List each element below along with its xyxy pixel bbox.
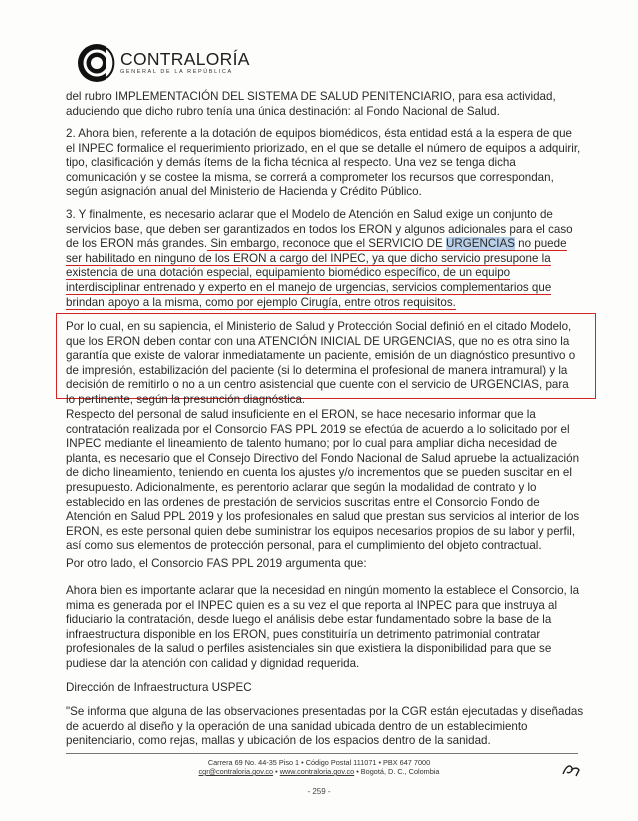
text-line: Ahora bien es importante aclarar que la necesidad en ningún momento la establece el Consorcio, la: [66, 584, 580, 597]
text-line: decisión de remitirlo o no a un centro asistencial que cuente con el servicio de URGENCIAS, para: [66, 378, 569, 392]
text-line: [66, 266, 578, 281]
paragraph-personal-salud: [66, 408, 578, 554]
text-line: según asignación anual del Ministerio de Hacienda y Crédito Público.: [66, 185, 422, 199]
text-line: Dirección de Infraestructura USPEC: [66, 681, 252, 694]
text-line: fiduciario la contratación, desde luego el análisis debe estar fundamentado sobre la base de la: [66, 613, 552, 627]
text-line: comunicación y se costee la misma, se correrá a comprometer los recursos que correspondan,: [66, 170, 554, 184]
text-line: Respecto del personal de salud insuficiente en el ERON, se hace necesario informar que la: [66, 408, 536, 421]
text-line: lo pertinente, según la presunción diagnóstica.: [66, 392, 306, 406]
underlined-text: interdisciplinar entrenado y experto en el manejo de urgencias, servicios complementarios que: [66, 280, 552, 294]
paragraph-uspec-quote: [66, 705, 584, 749]
footer-divider: [66, 753, 578, 754]
highlighted-urgencias: URGENCIAS: [446, 237, 515, 251]
paragraph-consorcio-argumento: [66, 584, 578, 672]
text-line: planta, es necesario que el Consejo Directivo del Fondo Nacional de Salud apruebe la actualización: [66, 451, 580, 465]
text-line: [66, 252, 578, 267]
underlined-segment: Sin embargo, reconoce que el SERVICIO DE: [207, 237, 446, 251]
text-line: infraestructura disponible en los ERON, pues constituiría un detrimento patrimonial contratar: [66, 627, 541, 641]
text-line: Atención en Salud PPL 2019 y los profesionales en salud que prestan sus servicios al interior de los: [66, 510, 580, 524]
footer-contact: [0, 767, 638, 776]
text-line: de impresión, estabilización del paciente (si lo determina el profesional de manera intramural) y la: [66, 363, 568, 377]
text-line: mima es generada por el INPEC quien es a su vez el que reporta al INPEC para que instruya al: [66, 598, 558, 612]
logo-subtitle: GENERAL DE LA REPÚBLICA: [120, 69, 233, 75]
footer-address: Carrera 69 No. 44-35 Piso 1 • Código Postal 111071 • PBX 647 7000: [207, 758, 431, 767]
text-line: servicios base, que deben ser garantizados en todos los ERON y algunos adicionales para el caso: [66, 222, 573, 236]
text-line: penitenciario, como rejas, mallas y ubicación de los espacios dentro de la sanidad.: [66, 734, 491, 748]
text-line: así como sus elementos de protección personal, para el cumplimiento del objeto contractual.: [66, 539, 542, 553]
text-line: contratación realizada por el Consorcio FAS PPL 2019 se efectúa de acuerdo a lo solicitado por el: [66, 422, 570, 436]
underlined-text: brindan apoyo a la misma, como por ejemplo Cirugía, entre otros requisitos.: [66, 295, 456, 309]
underlined-segment: no puede: [514, 237, 567, 251]
text-line: de dicho lineamiento, teniendo en cuenta los ajustes y/o incrementos que se pueden suscitar en el: [66, 466, 572, 480]
text-line: presupuesto. Adicionalmente, es perentorio aclarar que según la modalidad de contrato y lo: [66, 480, 537, 494]
text-line: del rubro IMPLEMENTACIÓN DEL SISTEMA DE SALUD PENITENCIARIO, para esa actividad,: [66, 90, 556, 103]
footer-email-link[interactable]: cgr@contraloria.gov.co: [198, 767, 274, 776]
logo-name: CONTRALORÍA: [120, 48, 250, 69]
underlined-text: [207, 237, 566, 251]
text-line: [66, 296, 578, 311]
section-heading-infraestructura: [66, 681, 578, 696]
footer-separator: •: [273, 767, 280, 776]
text-line: garantía que existe de valorar inmediatamente un paciente, emisión de un diagnóstico presuntivo o: [66, 349, 576, 363]
text-line: INPEC mediante el lineamiento de talento humano; por lo cual para ampliar dicha necesidad de: [66, 437, 558, 451]
text-line: 3. Y finalmente, es necesario aclarar que el Modelo de Atención en Salud exige un conjunto de: [66, 208, 553, 221]
footer-city: • Bogotá, D. C., Colombia: [354, 767, 440, 776]
initials-signature-icon: [560, 762, 582, 783]
paragraph-modelo-atencion: [66, 208, 578, 310]
text-segment: de los ERON más grandes.: [66, 237, 208, 251]
page-number: - 259 -: [307, 787, 331, 796]
paragraph-dotacion: [66, 127, 581, 200]
text-line: de acuerdo al diseño y la operación de una sanidad ubicada dentro de un establecimiento: [66, 719, 528, 733]
text-line: que los ERON deben contar con una ATENCIÓN INICIAL DE URGENCIAS, que no es otra sino la: [66, 334, 570, 348]
text-line: aduciendo que dicho rubro tenía una única destinación: al Fondo Nacional de Salud.: [66, 104, 500, 118]
text-line: [66, 237, 578, 252]
text-line: [66, 281, 578, 296]
text-line: establecido en las ordenes de prestación de servicios suscritas entre el Consorcio Fondo de: [66, 495, 540, 509]
text-line: Por otro lado, el Consorcio FAS PPL 2019 argumenta que:: [66, 557, 367, 570]
text-line: Por lo cual, en su sapiencia, el Ministerio de Salud y Protección Social definió en el citado Modelo,: [66, 320, 572, 333]
underlined-text: ser habilitado en ninguno de los ERON a cargo del INPEC, ya que dicho servicio presupone la: [66, 251, 551, 265]
text-line: ERON, es este personal quien debe suministrar los equipos necesarios propios de su labor y perfil,: [66, 524, 576, 538]
text-line: "Se informa que alguna de las observaciones presentadas por la CGR están ejecutadas y diseñadas: [66, 705, 584, 718]
text-line: el INPEC formalice el requerimiento priorizado, en el que se detalle el número de equipos a adquirir,: [66, 141, 581, 155]
paragraph-rubro: [66, 90, 578, 119]
paragraph-consorcio-intro: [66, 557, 578, 572]
text-line: profesionales de la salud o perfiles asistenciales sin que existiera la disponibilidad para que se: [66, 642, 552, 656]
footer-web-link[interactable]: www.contraloria.gov.co: [279, 767, 355, 776]
contraloria-logo: [76, 40, 250, 86]
text-line: 2. Ahora bien, referente a la dotación de equipos biomédicos, ésta entidad está a la espera de que: [66, 127, 572, 140]
text-line: pudiese dar la atención con calidad y dignidad requerida.: [66, 656, 360, 670]
contraloria-emblem-icon: [76, 42, 118, 84]
paragraph-atencion-inicial: [66, 320, 578, 408]
text-line: tipo, clasificación y demás ítems de la ficha técnica al respecto. Una vez se tenga dicha: [66, 156, 516, 170]
underlined-text: existencia de una dotación especial, equipamiento biomédico específico, de un equipo: [66, 266, 511, 280]
